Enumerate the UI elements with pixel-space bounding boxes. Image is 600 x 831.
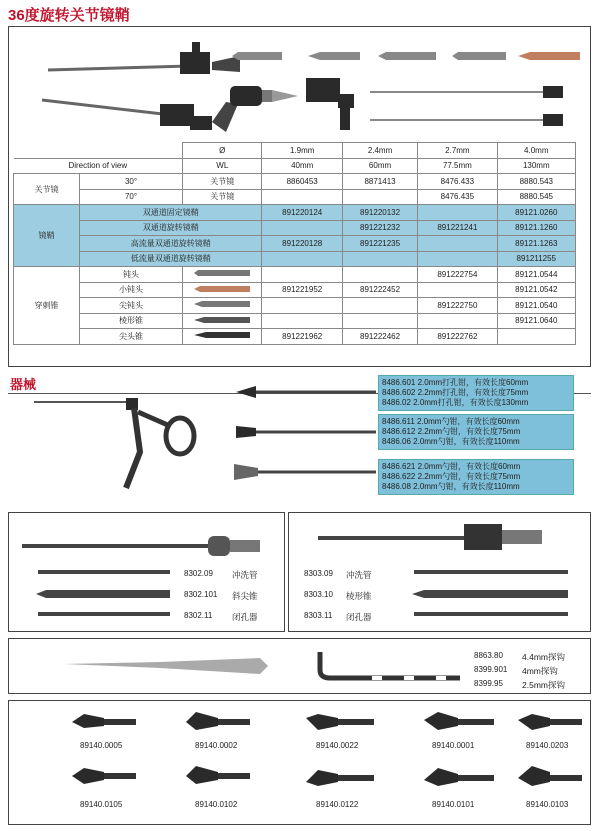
jaw-1 (72, 714, 136, 728)
item-name: 冲洗管 (232, 570, 258, 580)
code-label: 89140.0122 (316, 800, 359, 809)
code-label: 89140.0005 (80, 741, 123, 750)
item-name: 闭孔器 (232, 612, 258, 622)
code-label: 8302.101 (184, 590, 218, 599)
note-spoon-a: 8486.611 2.0mm勺钳，有效长度60mm 8486.612 2.2mm勺钳，有效长度75mm 8486.06 2.0mm勺钳，有效长度110mm (378, 414, 574, 450)
suction-tube-right-image (316, 522, 576, 552)
table-row: 尖头锥 891221962 891222462 891222762 (14, 329, 576, 345)
code-label: 89140.0001 (432, 741, 475, 750)
item-name: 4mm探钩 (522, 666, 558, 676)
trocar-thumb (183, 329, 262, 345)
trocar-thumb (183, 313, 262, 329)
item-name: 4.4mm探钩 (522, 652, 565, 662)
code-label: 8303.10 (304, 590, 333, 599)
table-row: Direction of view WL 40mm 60mm 77.5mm 130mm (14, 158, 576, 174)
instruments-title: 器械 (10, 377, 37, 392)
item-name: 冲洗管 (346, 570, 372, 580)
code-label: 8302.11 (184, 611, 213, 620)
suction-tube-left-image (18, 534, 280, 556)
code-label: 89140.0022 (316, 741, 359, 750)
code-label: 89140.0101 (432, 800, 475, 809)
table-row: Ø 1.9mm 2.4mm 2.7mm 4.0mm (14, 143, 576, 159)
table-row: 镜鞘 双通道固定镜鞘 891220124 891220132 89121.0260 (14, 205, 576, 221)
code-label: 8399.901 (474, 665, 508, 674)
table-row: 棱形锥 89121.0640 (14, 313, 576, 329)
note-spoon-b: 8486.621 2.0mm勺钳，有效长度60mm 8486.622 2.2mm勺钳，有效长度75mm 8486.08 2.0mm勺钳，有效长度110mm (378, 459, 574, 495)
suction-accessories-right (410, 566, 570, 622)
punch-forceps-image (30, 392, 200, 496)
table-row: 关节镜 30° 关节镜 8860453 8871413 8476.433 8880.543 (14, 174, 576, 190)
code-label: 89140.0203 (526, 741, 569, 750)
probe-right-image (312, 648, 462, 690)
item-name: 棱形锥 (346, 591, 372, 601)
suction-accessories-left (34, 566, 172, 622)
trocar-thumb (183, 298, 262, 314)
sheath-connector-image (300, 74, 360, 134)
trocar-group-label: 穿刺锥 (14, 267, 80, 345)
biting-row1-images (64, 708, 584, 734)
biting-row2-images (64, 762, 584, 792)
scope-group-label: 关节镜 (14, 174, 80, 205)
item-name: 2.5mm探钩 (522, 680, 565, 690)
sheath-group-label: 镜鞘 (14, 205, 80, 267)
table-row: 穿刺锥 钝头 891222754 89121.0544 (14, 267, 576, 283)
trocar-thumb (183, 282, 262, 298)
code-label: 89140.0002 (195, 741, 238, 750)
page-title: 36度旋转关节镜鞘 (8, 7, 130, 24)
probe-left-image (60, 654, 272, 676)
obturator-image (365, 80, 575, 130)
table-row: 低流量双通道旋转镜鞘 891211255 (14, 251, 576, 267)
code-label: 89140.0105 (80, 800, 123, 809)
table-row: 小钝头 891221952 891222452 89121.0542 (14, 282, 576, 298)
code-label: 8399.95 (474, 679, 503, 688)
table-row: 尖钝头 891222750 89121.0540 (14, 298, 576, 314)
code-label: 89140.0102 (195, 800, 238, 809)
note-punch: 8486.601 2.0mm打孔钳，有效长度60mm 8486.602 2.2mm打孔钳，有效长度75mm 8486.02 2.0mm打孔钳，有效长度130mm (378, 375, 574, 411)
trocar-thumb (183, 267, 262, 283)
table-row: 70° 关节镜 8476.435 8880.545 (14, 189, 576, 205)
item-name: 斜尖锥 (232, 591, 258, 601)
code-label: 89140.0103 (526, 800, 569, 809)
code-label: 8863.80 (474, 651, 503, 660)
code-label: 8303.09 (304, 569, 333, 578)
camera-handle-image (228, 82, 308, 112)
table-row: 双通道旋转镜鞘 891221232 891221241 89121.1260 (14, 220, 576, 236)
forceps-tips-image (232, 376, 378, 488)
item-name: 闭孔器 (346, 612, 372, 622)
spec-table (13, 142, 576, 345)
code-label: 8303.11 (304, 611, 333, 620)
code-label: 8302.09 (184, 569, 213, 578)
table-row: 高流量双通道旋转镜鞘 891220128 891221235 89121.1263 (14, 236, 576, 252)
trocar-tips-image (230, 48, 585, 64)
